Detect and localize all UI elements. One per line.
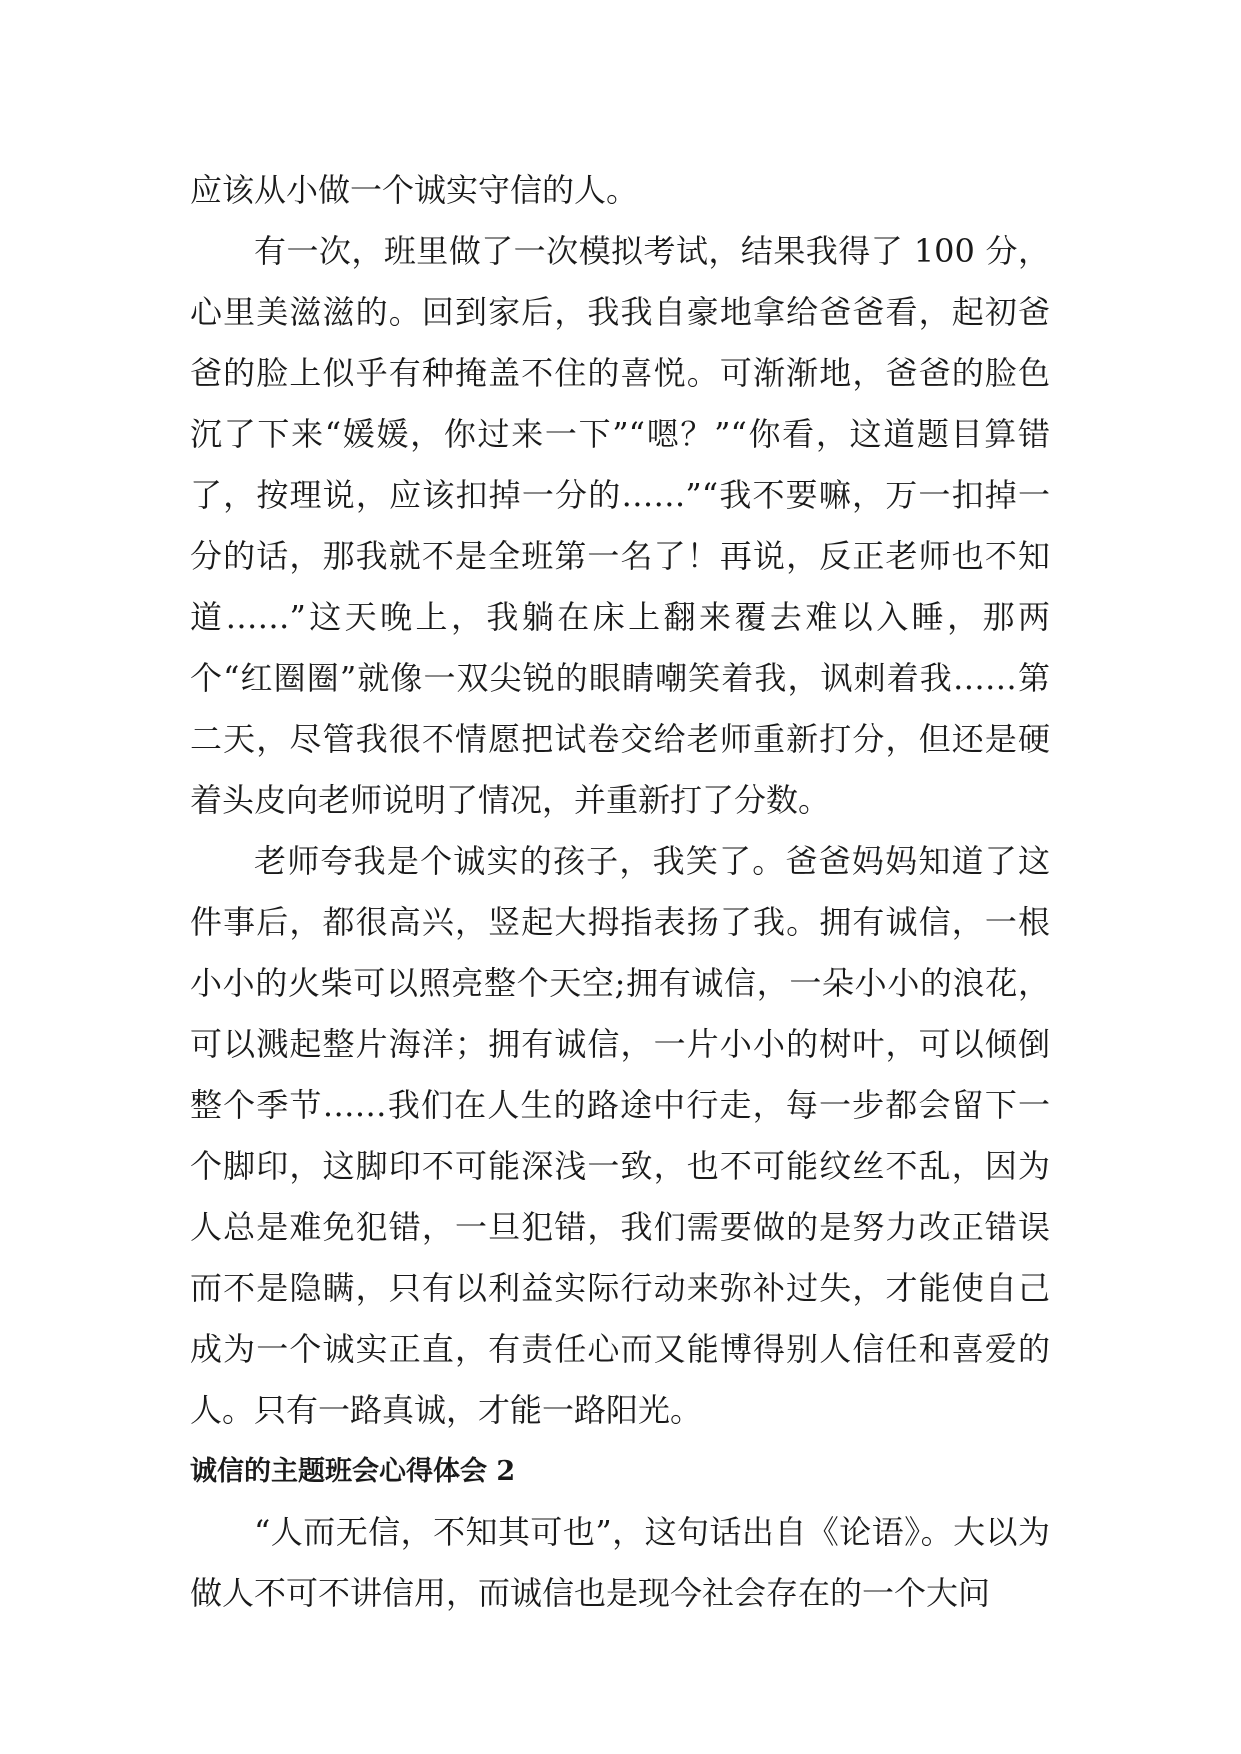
paragraph-exam-story: 有一次，班里做了一次模拟考试，结果我得了 100 分，心里美滋滋的。回到家后，我我自豪地拿给爸爸看，起初爸爸的脸上似乎有种掩盖不住的喜悦。可渐渐地，爸爸的脸色沉了下来“媛媛，你过来一下”“嗯？”“你看，这道题目算错了，按理说，应该扣掉一分的……”“我不要嘛，万一扣掉一分的话，那我就不是全班第一名了！再说，反正老师也不知道……”这天晚上，我躺在床上翻来覆去难以入睡，那两个“红圈圈”就像一双尖锐的眼睛嘲笑着我，讽刺着我……第二天，尽管我很不情愿把试卷交给老师重新打分，但还是硬着头皮向老师说明了情况，并重新打了分数。 [190, 232, 1050, 819]
paragraph-teacher-praise: 老师夸我是个诚实的孩子，我笑了。爸爸妈妈知道了这件事后，都很高兴，竖起大拇指表扬了我。拥有诚信，一根小小的火柴可以照亮整个天空;拥有诚信，一朵小小的浪花，可以溅起整片海洋；拥有诚信，一片小小的树叶，可以倾倒整个季节……我们在人生的路途中行走，每一步都会留下一个脚印，这脚印不可能深浅一致，也不可能纹丝不乱，因为人总是难免犯错，一旦犯错，我们需要做的是努力改正错误而不是隐瞒，只有以利益实际行动来弥补过失，才能使自己成为一个诚实正直，有责任心而又能博得别人信任和喜爱的人。只有一路真诚，才能一路阳光。 [190, 842, 1050, 1429]
paragraph-continuation: 应该从小做一个诚实守信的人。 [190, 171, 639, 209]
section-heading: 诚信的主题班会心得体会 2 [190, 1456, 516, 1487]
paragraph-lunyu-quote: “人而无信，不知其可也”，这句话出自《论语》。大以为做人不可不讲信用，而诚信也是现今社会存在的一个大问 [190, 1513, 1050, 1612]
document-body [190, 160, 1050, 1624]
